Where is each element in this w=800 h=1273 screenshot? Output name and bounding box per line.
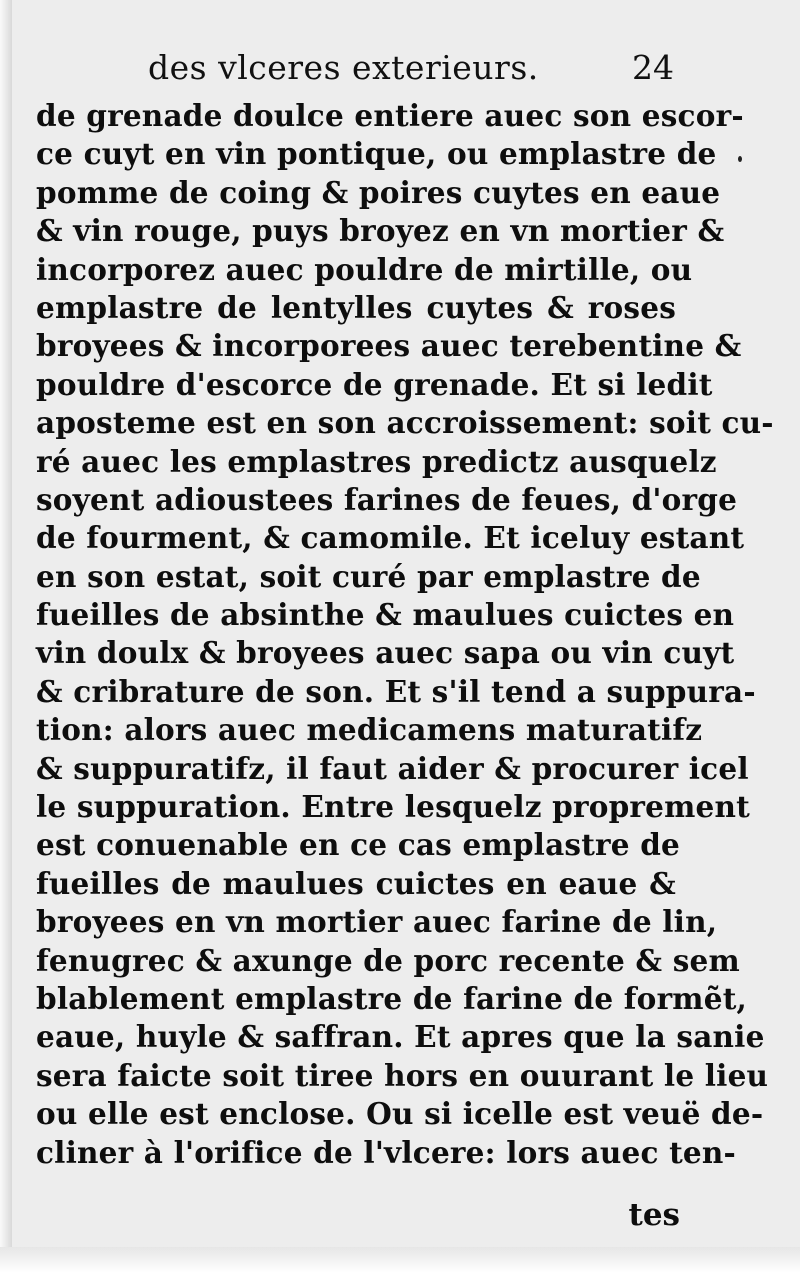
text-line: broyees en vn mortier auec farine de lin,: [36, 904, 718, 940]
text-line: blablement emplastre de farine de formẽt,: [36, 980, 747, 1016]
catchword: tes: [628, 1197, 680, 1233]
text-line: emplastre de lentylles cuytes & roses: [36, 289, 676, 325]
text-line: le suppuration. Entre lesquelz proprement: [36, 789, 750, 825]
text-line: vin doulx & broyees auec sapa ou vin cuyt: [36, 635, 735, 671]
text-line: de grenade doulce entiere auec son escor-: [36, 98, 744, 133]
text-line: cliner à l'orifice de l'vlcere: lors auec ten-: [36, 1134, 736, 1170]
text-line: & suppuratifz, il faut aider & procurer icel: [36, 750, 749, 786]
text-line: & vin rouge, puys broyez en vn mortier &: [36, 213, 725, 249]
text-line: en son estat, soit curé par emplastre de: [36, 558, 701, 594]
text-line: ou elle est enclose. Ou si icelle est veuë de-: [36, 1096, 764, 1132]
text-line: tion: alors auec medicamens maturatifz: [36, 712, 703, 748]
text-line: fueilles de absinthe & maulues cuictes en: [36, 597, 735, 633]
page-gutter-shadow: [0, 0, 12, 1273]
page-header: [36, 44, 676, 92]
text-line: est conuenable en ce cas emplastre de: [36, 827, 680, 863]
text-line: ré auec les emplastres predictz ausquelz: [36, 443, 717, 479]
page-number: 24: [632, 48, 674, 87]
page-bottom-edge: [0, 1247, 800, 1273]
text-line: pouldre d'escorce de grenade. Et si ledit: [36, 366, 713, 402]
text-line: fenugrec & axunge de porc recente & sem: [36, 942, 740, 978]
text-line: de fourment, & camomile. Et iceluy estant: [36, 520, 745, 556]
body-text: [36, 97, 774, 1172]
text-line: & cribrature de son. Et s'il tend a suppura-: [36, 673, 756, 709]
text-line: soyent adioustees farines de feues, d'orge: [36, 481, 738, 517]
text-line: fueilles de maulues cuictes en eaue &: [36, 865, 676, 901]
text-line: ce cuyt en vin pontique, ou emplastre de: [36, 136, 717, 172]
text-line: aposteme est en son accroissement: soit cu-: [36, 405, 774, 441]
text-line: broyees & incorporees auec terebentine &: [36, 328, 742, 364]
text-line: pomme de coing & poires cuytes en eaue: [36, 174, 721, 210]
text-line: incorporez auec pouldre de mirtille, ou: [36, 251, 693, 287]
running-title: des vlceres exterieurs.: [148, 48, 539, 87]
text-line: sera faicte soit tiree hors en ouurant le lieu: [36, 1057, 769, 1093]
text-line: eaue, huyle & saffran. Et apres que la sanie: [36, 1019, 765, 1055]
ink-speck: [738, 156, 742, 162]
